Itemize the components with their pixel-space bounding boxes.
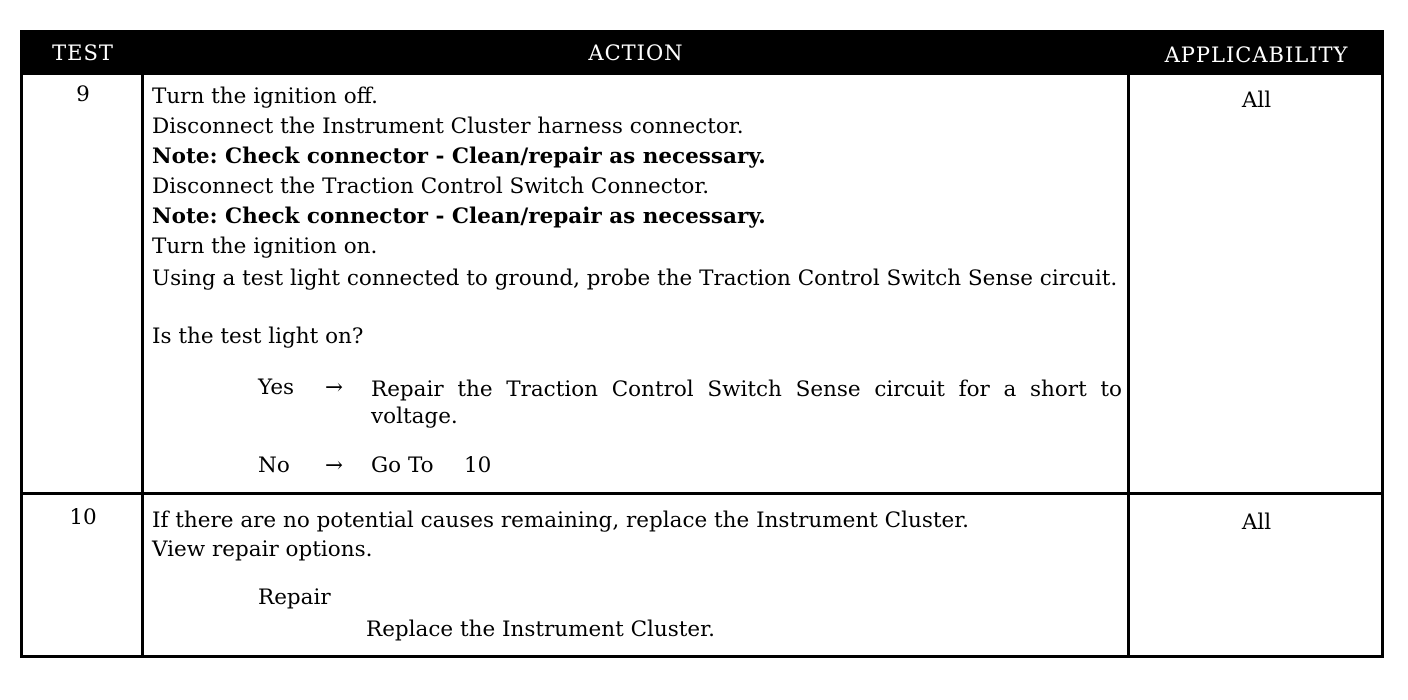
row-9-yes-label: Yes: [258, 375, 295, 400]
diagnostic-table: [20, 30, 1384, 658]
row-9-goto-target[interactable]: 10: [464, 453, 492, 478]
arrow-right-icon: →: [325, 453, 344, 478]
row-9-question: Is the test light on?: [152, 324, 364, 349]
row-9-line-6: Turn the ignition on.: [152, 234, 378, 259]
row-9-applicability: All: [1241, 88, 1272, 113]
row-10-repair-text: Replace the Instrument Cluster.: [366, 617, 715, 642]
row-10-line-1: If there are no potential causes remaining, replace the Instrument Cluster.: [152, 508, 969, 533]
row-9-no-label: No: [258, 453, 290, 478]
row-9-note-1: Note: Check connector - Clean/repair as necessary.: [152, 144, 766, 169]
header-action: ACTION: [588, 41, 684, 65]
row-9-note-2: Note: Check connector - Clean/repair as necessary.: [152, 204, 766, 229]
row-9-no-result: Go To: [371, 453, 434, 478]
row-10-repair-label: Repair: [258, 585, 331, 610]
column-divider-test: [141, 75, 144, 658]
arrow-right-icon: →: [325, 375, 344, 400]
column-divider-action: [1127, 75, 1130, 658]
row-9-line-4: Disconnect the Traction Control Switch Connector.: [152, 174, 710, 199]
header-applicability: APPLICABILITY: [1164, 43, 1349, 67]
header-test: TEST: [52, 41, 114, 65]
row-10-line-2[interactable]: View repair options.: [152, 537, 373, 562]
row-9-line-2: Disconnect the Instrument Cluster harness connector.: [152, 114, 744, 139]
row-10-applicability: All: [1241, 510, 1272, 535]
table-header: [23, 33, 1381, 75]
row-9-line-1: Turn the ignition off.: [152, 84, 378, 109]
row-divider: [23, 492, 1381, 495]
row-9-test-number: 9: [76, 82, 90, 107]
row-9-line-7: Using a test light connected to ground, probe the Traction Control Switch Sense circuit.: [152, 266, 1118, 291]
row-10-test-number: 10: [69, 505, 97, 530]
row-9-yes-result: Repair the Traction Control Switch Sense circuit for a short to voltage.: [371, 377, 1122, 429]
